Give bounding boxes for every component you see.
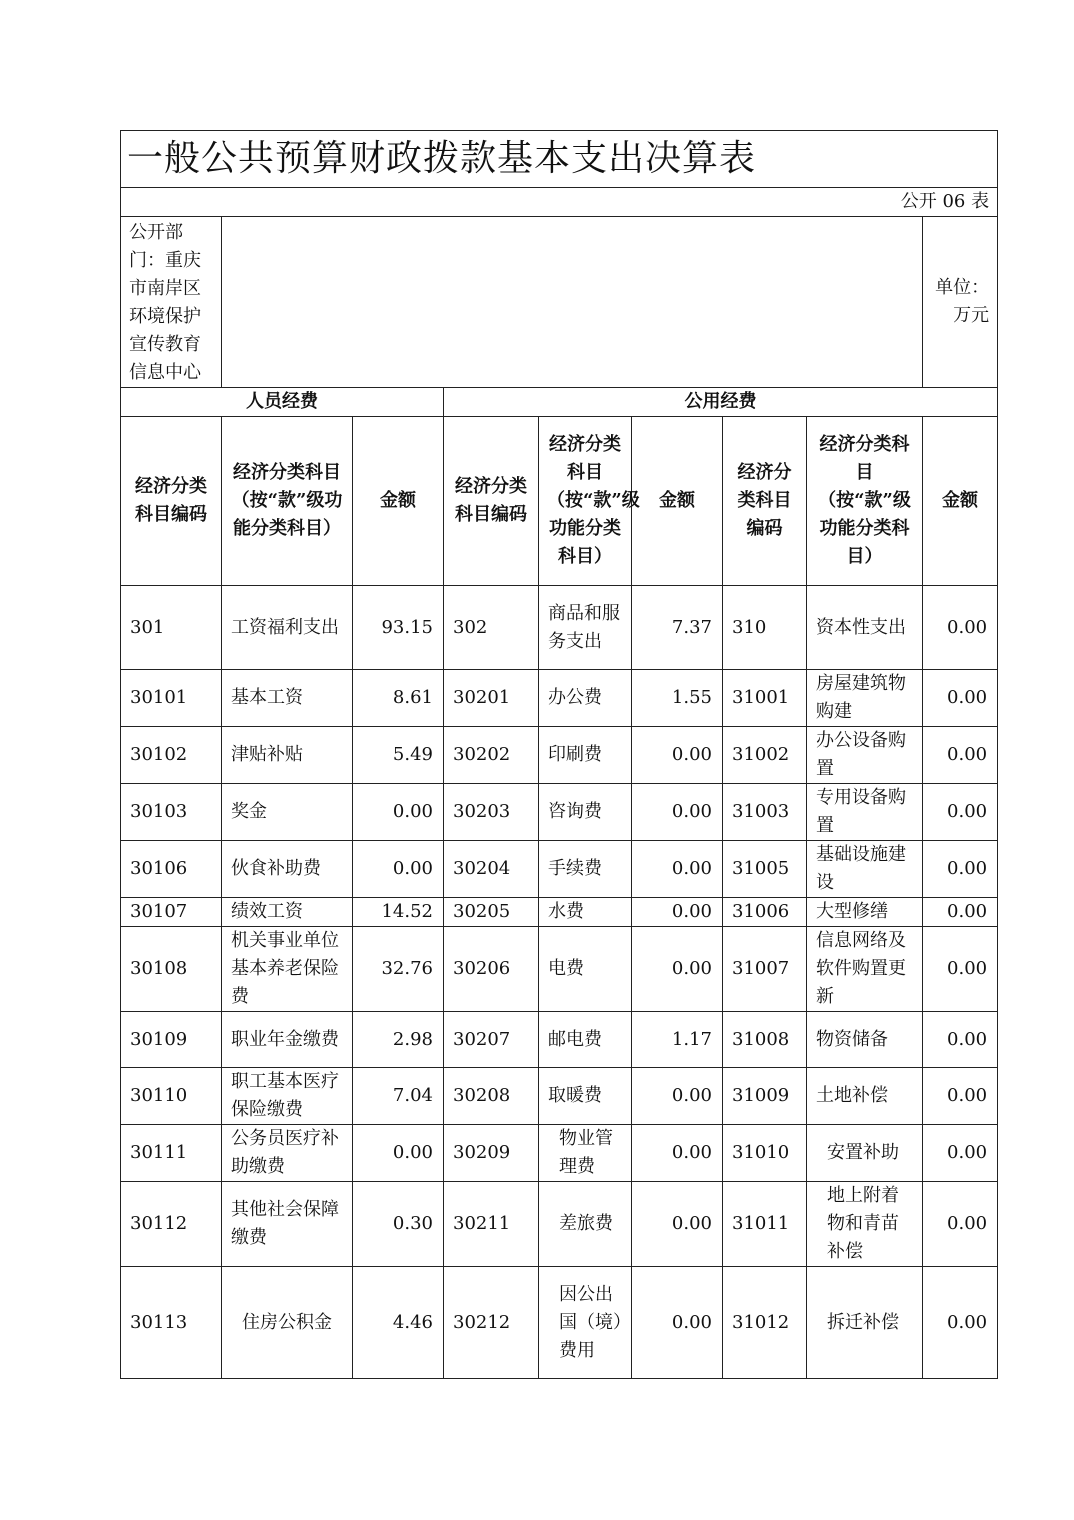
cell-amount: 0.00 <box>923 586 998 670</box>
table-row <box>121 1068 998 1125</box>
cell-code: 30113 <box>121 1267 222 1379</box>
cell-amount: 4.46 <box>353 1267 444 1379</box>
cell-amount: 0.00 <box>353 784 444 841</box>
cell-code: 30102 <box>121 727 222 784</box>
cell-amount: 0.00 <box>923 1012 998 1068</box>
cell-code: 30107 <box>121 898 222 927</box>
table-row <box>121 898 998 927</box>
cell-code: 30111 <box>121 1125 222 1182</box>
cell-amount: 0.00 <box>632 898 723 927</box>
cell-code: 302 <box>444 586 539 670</box>
cell-name: 其他社会保障缴费 <box>222 1182 353 1267</box>
expenditure-table <box>120 130 998 1379</box>
cell-name: 奖金 <box>222 784 353 841</box>
cell-code: 31010 <box>723 1125 807 1182</box>
cell-amount: 0.00 <box>923 784 998 841</box>
cell-amount: 0.00 <box>632 1125 723 1182</box>
cell-name: 住房公积金 <box>222 1267 353 1379</box>
cell-code: 30106 <box>121 841 222 898</box>
cell-amount: 14.52 <box>353 898 444 927</box>
col-header-amount1: 金额 <box>353 417 444 586</box>
cell-code: 31003 <box>723 784 807 841</box>
cell-code: 31006 <box>723 898 807 927</box>
cell-code: 30209 <box>444 1125 539 1182</box>
cell-amount: 7.37 <box>632 586 723 670</box>
cell-code: 30212 <box>444 1267 539 1379</box>
cell-name: 物业管理费 <box>539 1125 632 1182</box>
cell-code: 30110 <box>121 1068 222 1125</box>
cell-code: 30203 <box>444 784 539 841</box>
table-row <box>121 841 998 898</box>
cell-code: 30202 <box>444 727 539 784</box>
cell-name: 专用设备购置 <box>807 784 923 841</box>
group-personnel: 人员经费 <box>121 388 444 417</box>
cell-name: 咨询费 <box>539 784 632 841</box>
cell-amount: 0.00 <box>923 1125 998 1182</box>
budget-table-sheet <box>120 130 997 1379</box>
cell-code: 30112 <box>121 1182 222 1267</box>
cell-amount: 1.55 <box>632 670 723 727</box>
cell-amount: 7.04 <box>353 1068 444 1125</box>
header-blank-cell <box>222 217 923 388</box>
cell-name: 安置补助 <box>807 1125 923 1182</box>
cell-code: 31012 <box>723 1267 807 1379</box>
cell-amount: 0.00 <box>923 727 998 784</box>
cell-name: 商品和服务支出 <box>539 586 632 670</box>
cell-code: 30205 <box>444 898 539 927</box>
cell-name: 差旅费 <box>539 1182 632 1267</box>
cell-name: 绩效工资 <box>222 898 353 927</box>
cell-name: 办公费 <box>539 670 632 727</box>
cell-code: 30206 <box>444 927 539 1012</box>
cell-code: 301 <box>121 586 222 670</box>
cell-amount: 32.76 <box>353 927 444 1012</box>
cell-amount: 0.00 <box>632 1068 723 1125</box>
cell-amount: 0.00 <box>353 1125 444 1182</box>
group-public: 公用经费 <box>444 388 998 417</box>
cell-amount: 2.98 <box>353 1012 444 1068</box>
cell-name: 职业年金缴费 <box>222 1012 353 1068</box>
cell-name: 物资储备 <box>807 1012 923 1068</box>
table-row <box>121 727 998 784</box>
cell-code: 30109 <box>121 1012 222 1068</box>
cell-name: 职工基本医疗保险缴费 <box>222 1068 353 1125</box>
cell-amount: 0.00 <box>923 927 998 1012</box>
cell-name: 工资福利支出 <box>222 586 353 670</box>
cell-code: 31005 <box>723 841 807 898</box>
table-row <box>121 1125 998 1182</box>
cell-code: 31001 <box>723 670 807 727</box>
unit-label: 单位：万元 <box>923 217 998 388</box>
cell-name: 房屋建筑物购建 <box>807 670 923 727</box>
cell-name: 地上附着物和青苗补偿 <box>807 1182 923 1267</box>
cell-name: 印刷费 <box>539 727 632 784</box>
cell-name: 大型修缮 <box>807 898 923 927</box>
cell-name: 邮电费 <box>539 1012 632 1068</box>
cell-name: 取暖费 <box>539 1068 632 1125</box>
cell-name: 机关事业单位基本养老保险费 <box>222 927 353 1012</box>
cell-amount: 0.00 <box>632 927 723 1012</box>
col-header-name2: 经济分类科目（按“款”级功能分类科目） <box>539 417 632 586</box>
cell-amount: 0.00 <box>632 1267 723 1379</box>
cell-amount: 0.00 <box>632 1182 723 1267</box>
cell-name: 因公出国（境）费用 <box>539 1267 632 1379</box>
table-row <box>121 586 998 670</box>
cell-amount: 8.61 <box>353 670 444 727</box>
cell-amount: 0.00 <box>353 841 444 898</box>
cell-name: 手续费 <box>539 841 632 898</box>
cell-name: 基本工资 <box>222 670 353 727</box>
cell-amount: 93.15 <box>353 586 444 670</box>
cell-code: 31009 <box>723 1068 807 1125</box>
cell-amount: 0.00 <box>923 1068 998 1125</box>
cell-name: 水费 <box>539 898 632 927</box>
cell-code: 31007 <box>723 927 807 1012</box>
table-row <box>121 1012 998 1068</box>
cell-name: 办公设备购置 <box>807 727 923 784</box>
cell-amount: 0.00 <box>632 727 723 784</box>
cell-name: 基础设施建设 <box>807 841 923 898</box>
cell-code: 31002 <box>723 727 807 784</box>
cell-amount: 5.49 <box>353 727 444 784</box>
cell-code: 30103 <box>121 784 222 841</box>
cell-name: 资本性支出 <box>807 586 923 670</box>
cell-amount: 0.30 <box>353 1182 444 1267</box>
cell-name: 伙食补助费 <box>222 841 353 898</box>
cell-code: 30211 <box>444 1182 539 1267</box>
cell-amount: 1.17 <box>632 1012 723 1068</box>
table-row <box>121 784 998 841</box>
col-header-code2: 经济分类科目编码 <box>444 417 539 586</box>
col-header-name1: 经济分类科目（按“款”级功能分类科目） <box>222 417 353 586</box>
page-title: 一般公共预算财政拨款基本支出决算表 <box>121 131 998 188</box>
col-header-code3: 经济分类科目编码 <box>723 417 807 586</box>
col-header-amount3: 金额 <box>923 417 998 586</box>
cell-code: 30201 <box>444 670 539 727</box>
cell-name: 信息网络及软件购置更新 <box>807 927 923 1012</box>
table-row <box>121 1267 998 1379</box>
cell-code: 30101 <box>121 670 222 727</box>
col-header-code1: 经济分类科目编码 <box>121 417 222 586</box>
cell-name: 津贴补贴 <box>222 727 353 784</box>
cell-amount: 0.00 <box>923 1182 998 1267</box>
cell-amount: 0.00 <box>923 670 998 727</box>
cell-name: 公务员医疗补助缴费 <box>222 1125 353 1182</box>
col-header-name3: 经济分类科目（按“款”级功能分类科目） <box>807 417 923 586</box>
table-row <box>121 1182 998 1267</box>
cell-amount: 0.00 <box>923 1267 998 1379</box>
form-number: 公开 06 表 <box>121 188 998 217</box>
department-label: 公开部门：重庆市南岸区环境保护宣传教育信息中心 <box>121 217 222 388</box>
cell-code: 30207 <box>444 1012 539 1068</box>
cell-code: 31011 <box>723 1182 807 1267</box>
cell-amount: 0.00 <box>632 784 723 841</box>
table-row <box>121 670 998 727</box>
cell-amount: 0.00 <box>632 841 723 898</box>
cell-code: 31008 <box>723 1012 807 1068</box>
cell-name: 拆迁补偿 <box>807 1267 923 1379</box>
col-header-amount2: 金额 <box>632 417 723 586</box>
cell-code: 30204 <box>444 841 539 898</box>
table-row <box>121 927 998 1012</box>
cell-code: 310 <box>723 586 807 670</box>
cell-code: 30208 <box>444 1068 539 1125</box>
cell-name: 土地补偿 <box>807 1068 923 1125</box>
cell-amount: 0.00 <box>923 841 998 898</box>
cell-name: 电费 <box>539 927 632 1012</box>
cell-amount: 0.00 <box>923 898 998 927</box>
cell-code: 30108 <box>121 927 222 1012</box>
